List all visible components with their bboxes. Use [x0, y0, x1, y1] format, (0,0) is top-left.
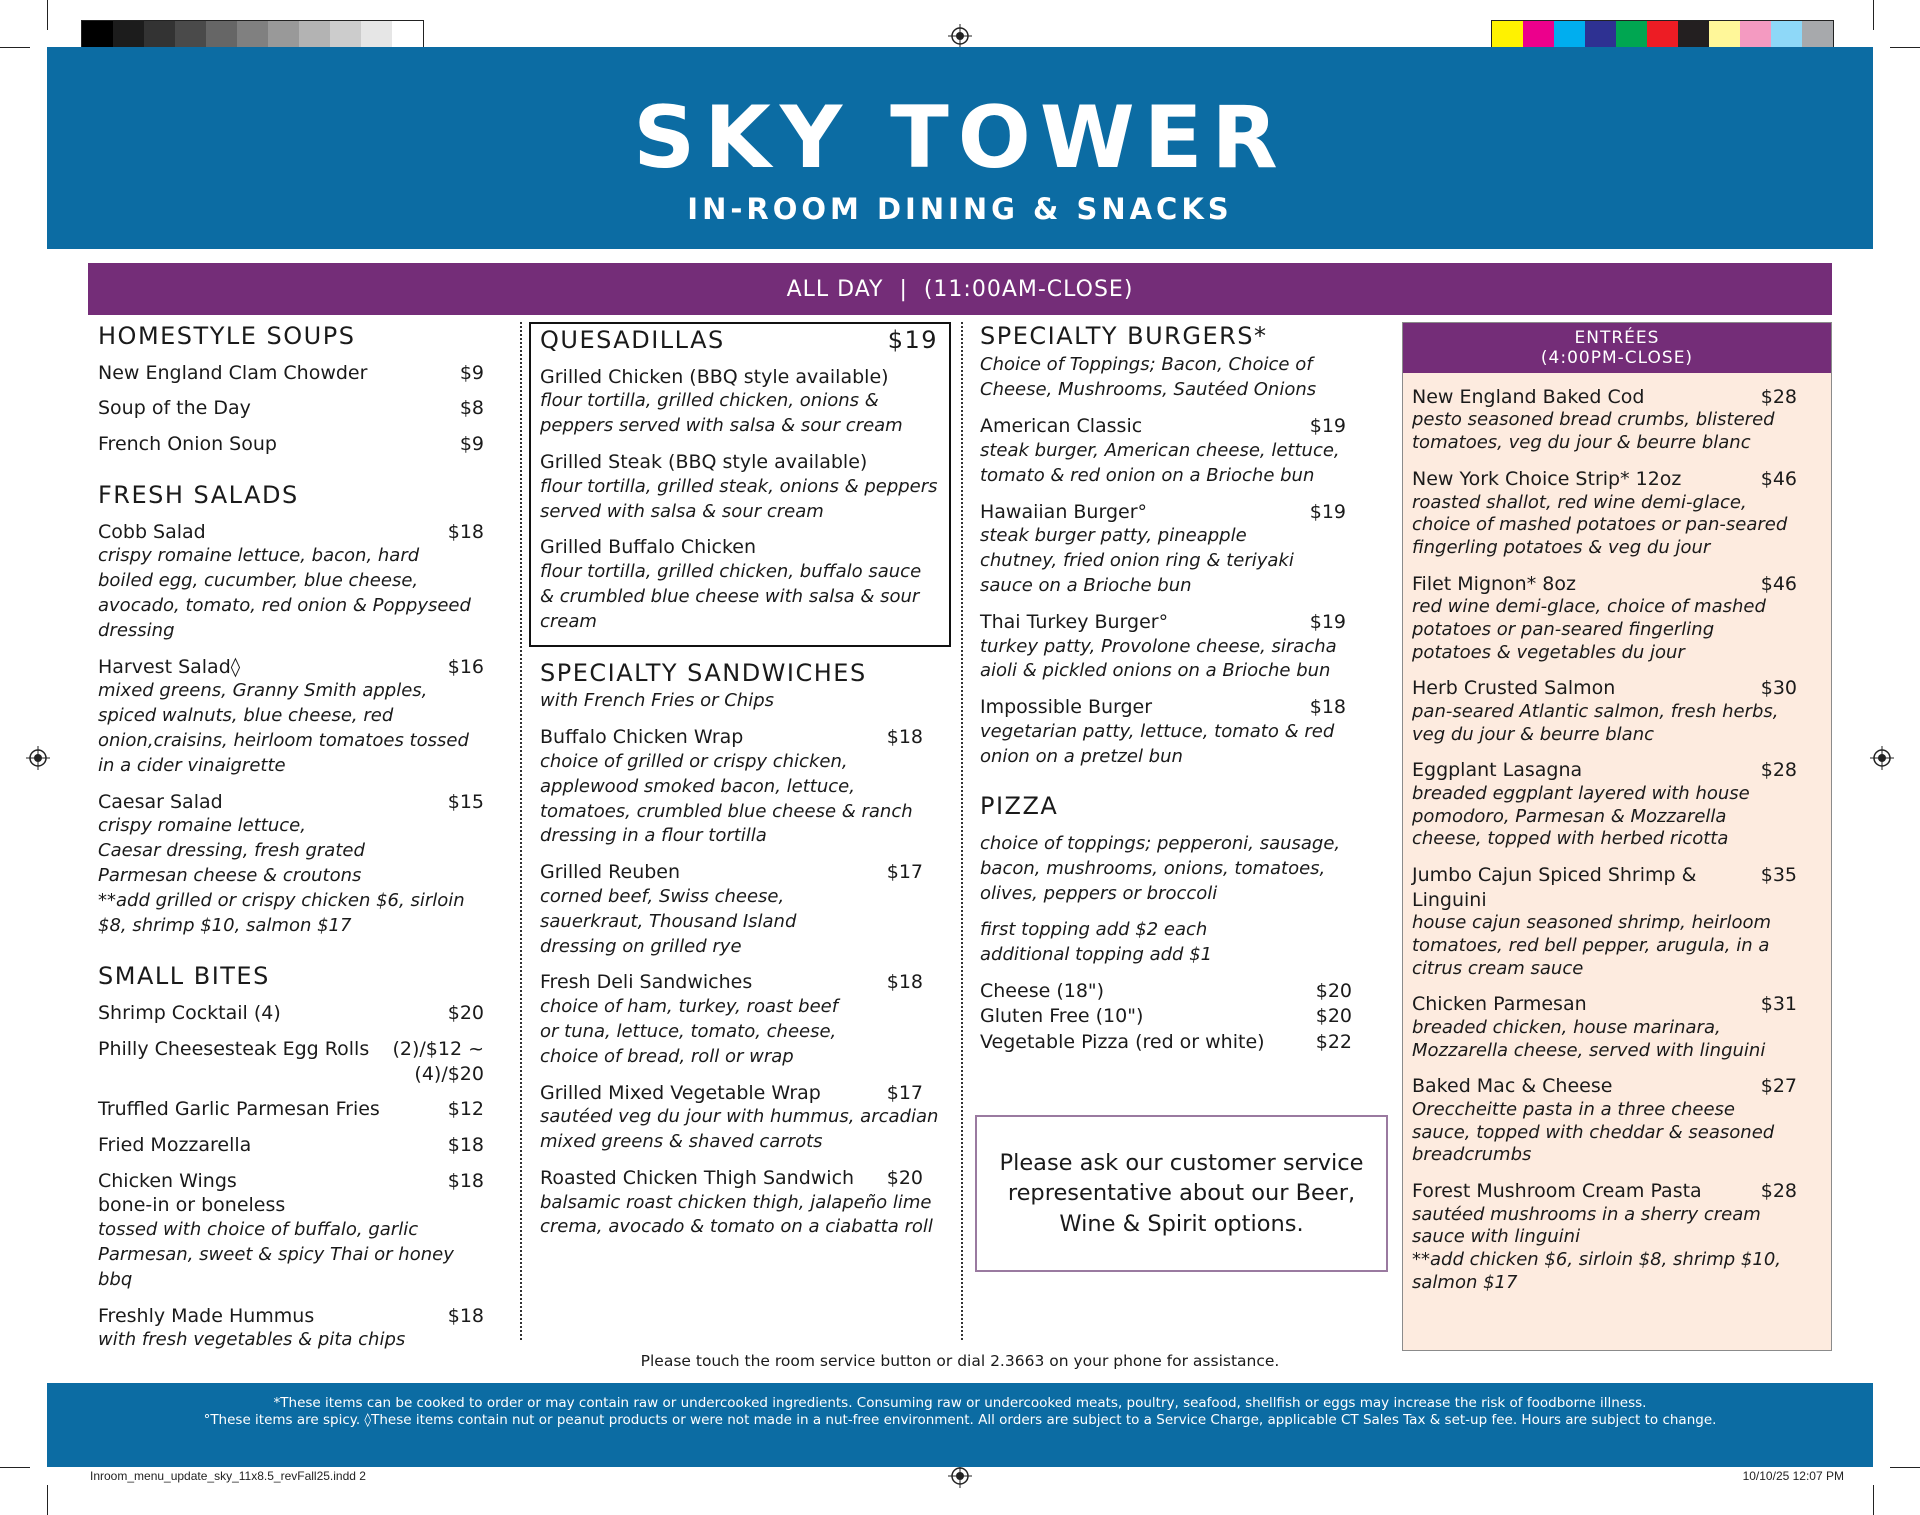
assistance-note: Please touch the room service button or dial 2.3663 on your phone for assistance.	[640, 1352, 1280, 1370]
item-price: $20	[886, 1166, 923, 1189]
item-description: mixed greens, Granny Smith apples, spiced walnuts, blue cheese, red onion,craisins, heirloom tomatoes tossed in a cider vinaigrette	[98, 680, 469, 776]
menu-item	[1412, 385, 1797, 455]
menu-item	[98, 1304, 484, 1354]
pizza-pricing-note: first topping add $2 each additional topping add $1	[980, 918, 1213, 965]
menu-item	[98, 1097, 484, 1122]
section-title-burgers: SPECIALTY BURGERS*	[980, 322, 1268, 350]
entrees-panel	[1402, 322, 1832, 1351]
item-description: crispy romaine lettuce, bacon, hard boiled egg, cucumber, blue cheese, avocado, tomato, red onion & Poppyseed dressing	[98, 545, 471, 641]
item-name: Caesar Salad	[98, 790, 223, 813]
salad-addon-note: **add grilled or crispy chicken $6, sirloin $8, shrimp $10, salmon $17	[98, 889, 465, 936]
menu-item	[980, 1004, 1352, 1030]
item-price: $28	[1760, 1180, 1797, 1203]
menu-item	[980, 979, 1352, 1005]
menu-item	[1412, 758, 1797, 851]
menu-item	[98, 396, 484, 421]
item-price: $18	[886, 971, 923, 994]
item-description: vegetarian patty, lettuce, tomato & red onion on a pretzel bun	[980, 721, 1335, 767]
item-price: $19	[1309, 500, 1346, 523]
item-price	[384, 1037, 484, 1086]
menu-item	[540, 535, 938, 634]
menu-item	[98, 1001, 484, 1026]
menu-subtitle: IN-ROOM DINING & SNACKS	[687, 192, 1233, 226]
item-price: $31	[1760, 993, 1797, 1016]
menu-item	[540, 860, 939, 959]
menu-item	[980, 414, 1380, 488]
service-hours-label: ALL DAY | (11:00AM-CLOSE)	[786, 276, 1134, 302]
item-description: sautéed veg du jour with hummus, arcadian mixed greens & shaved carrots	[540, 1106, 939, 1153]
item-description: choice of ham, turkey, roast beef or tuna, lettuce, tomato, cheese, choice of bread, roll or wrap	[540, 996, 839, 1067]
item-price: $28	[1760, 385, 1797, 408]
item-price: $18	[447, 520, 484, 543]
item-price: $20	[1315, 1005, 1352, 1028]
service-hours-band	[88, 263, 1832, 315]
menu-item	[98, 520, 484, 644]
burgers-note: Choice of Toppings; Bacon, Choice of Cheese, Mushrooms, Sautéed Onions	[980, 353, 1317, 400]
item-name: Gluten Free (10")	[980, 1005, 1144, 1028]
quesadillas-box	[529, 322, 951, 647]
soups-list	[98, 361, 484, 457]
item-name: Grilled Mixed Vegetable Wrap	[540, 1081, 821, 1104]
item-price: $17	[886, 861, 923, 884]
sandwiches-section	[529, 659, 951, 1241]
item-price: $46	[1760, 572, 1797, 595]
menu-item	[1412, 992, 1797, 1062]
item-description: choice of grilled or crispy chicken, applewood smoked bacon, lettuce, tomatoes, crumbled blue cheese & ranch dressing in a flour tortilla	[540, 750, 913, 847]
item-name: Cheese (18")	[980, 979, 1105, 1002]
item-description: red wine demi-glace, choice of mashed potatoes or pan-seared fingerling potatoes & vegetables du jour	[1412, 596, 1766, 663]
item-price: $18	[447, 1134, 484, 1157]
entrees-hours: (4:00PM-CLOSE)	[1540, 348, 1694, 369]
item-description: steak burger, American cheese, lettuce, tomato & red onion on a Brioche bun	[980, 440, 1340, 486]
item-description: sautéed mushrooms in a sherry cream sauce with linguini	[1412, 1203, 1761, 1248]
item-name: Chicken Parmesan	[1412, 993, 1587, 1016]
item-name: Hawaiian Burger°	[980, 500, 1148, 523]
item-price: $22	[1315, 1031, 1352, 1054]
item-price: $17	[886, 1081, 923, 1104]
section-title-small-bites: SMALL BITES	[98, 962, 270, 991]
menu-item	[540, 1166, 939, 1240]
pizza-list	[980, 979, 1380, 1056]
registration-mark-icon	[948, 1464, 972, 1488]
menu-item	[98, 1169, 484, 1293]
item-price: $19	[1309, 610, 1346, 633]
item-name: Herb Crusted Salmon	[1412, 677, 1616, 700]
item-description: breaded eggplant layered with house pomodoro, Parmesan & Mozzarella cheese, topped with herbed ricotta	[1412, 782, 1750, 850]
item-name: Jumbo Cajun Spiced Shrimp & Linguini	[1412, 863, 1697, 911]
beverage-info-box	[975, 1115, 1388, 1272]
column-2	[529, 322, 951, 1251]
item-name: Thai Turkey Burger°	[980, 610, 1169, 633]
item-price: $19	[1309, 415, 1346, 438]
item-description: turkey patty, Provolone cheese, siracha aioli & pickled onions on a Brioche bun	[980, 635, 1337, 682]
item-name: Eggplant Lasagna	[1412, 759, 1583, 782]
menu-item	[980, 695, 1380, 769]
disclaimer-line: °These items are spicy. ◊These items contain nut or peanut products or were not made in a nut-free environment. All orders are subject to a Service Charge, applicable CT Sales Tax & set-up fee. Hours are subject to change.	[203, 1411, 1717, 1428]
item-name: Fresh Deli Sandwiches	[540, 971, 753, 994]
item-price: $9	[459, 433, 484, 456]
menu-item	[98, 1133, 484, 1158]
item-name: Philly Cheesesteak Egg Rolls	[98, 1037, 370, 1060]
section-title-text: QUESADILLAS	[540, 326, 725, 354]
item-name: Harvest Salad◊	[98, 655, 241, 678]
item-price: $18	[1309, 696, 1346, 719]
item-description: breaded chicken, house marinara, Mozzarella cheese, served with linguini	[1412, 1017, 1766, 1061]
menu-item	[980, 1030, 1352, 1056]
item-description: tossed with choice of buffalo, garlic Parmesan, sweet & spicy Thai or honey bbq	[98, 1219, 454, 1290]
menu-item	[1412, 467, 1797, 560]
menu-item	[1412, 1074, 1797, 1167]
menu-item	[98, 790, 484, 889]
item-description: crispy romaine lettuce, Caesar dressing, fresh grated Parmesan cheese & croutons	[98, 815, 365, 886]
column-divider	[961, 322, 963, 1340]
item-name: Forest Mushroom Cream Pasta	[1412, 1180, 1702, 1203]
item-name: New England Baked Cod	[1412, 385, 1645, 408]
item-name: New York Choice Strip* 12oz	[1412, 467, 1682, 490]
menu-item	[980, 610, 1380, 684]
item-description: with fresh vegetables & pita chips	[98, 1329, 406, 1351]
item-name: Truffled Garlic Parmesan Fries	[98, 1098, 380, 1121]
print-slug-filename: Inroom_menu_update_sky_11x8.5_revFall25.indd 2	[90, 1469, 366, 1483]
column-divider	[520, 322, 522, 1340]
menu-item	[1412, 1179, 1797, 1294]
item-description: corned beef, Swiss cheese, sauerkraut, Thousand Island dressing on grilled rye	[540, 885, 797, 957]
item-description: pesto seasoned bread crumbs, blistered tomatoes, veg du jour & beurre blanc	[1412, 409, 1775, 454]
menu-item	[540, 725, 939, 849]
item-name: French Onion Soup	[98, 433, 277, 456]
menu-item	[540, 970, 939, 1069]
menu-item	[1412, 676, 1797, 746]
item-price: $18	[447, 1169, 484, 1192]
menu-item	[1412, 863, 1797, 980]
item-name: American Classic	[980, 415, 1143, 438]
item-name: Grilled Reuben	[540, 861, 681, 884]
section-title-pizza: PIZZA	[980, 791, 1059, 820]
column-3	[980, 322, 1380, 1056]
item-price: $15	[447, 790, 484, 813]
section-price: $19	[887, 326, 938, 354]
menu-item	[540, 365, 938, 439]
registration-mark-icon	[26, 746, 50, 770]
item-description: steak burger patty, pineapple chutney, fried onion ring & teriyaki sauce on a Brioche bun	[980, 525, 1294, 597]
item-name: Vegetable Pizza (red or white)	[980, 1031, 1265, 1054]
menu-item	[540, 1081, 939, 1155]
item-name: Soup of the Day	[98, 397, 251, 420]
item-price: $28	[1760, 759, 1797, 782]
price-line: (4)/$20	[414, 1062, 484, 1085]
disclaimer-line: *These items can be cooked to order or may contain raw or undercooked ingredients. Consuming raw or undercooked meats, poultry, seafood, shellfish or eggs may increase the risk of foodborne illness.	[273, 1395, 1647, 1411]
item-description: balsamic roast chicken thigh, jalapeño lime crema, avocado & tomato on a ciabatta roll	[540, 1191, 933, 1238]
item-name: Chicken Wings	[98, 1169, 237, 1192]
item-name: Freshly Made Hummus	[98, 1304, 315, 1327]
item-price: $16	[447, 655, 484, 678]
section-title-soups: HOMESTYLE SOUPS	[98, 322, 356, 350]
item-price: $8	[459, 397, 484, 420]
item-name: New England Clam Chowder	[98, 361, 368, 384]
menu-item	[98, 655, 484, 779]
menu-item	[98, 432, 484, 457]
item-price: $9	[459, 361, 484, 384]
item-price: $46	[1760, 467, 1797, 490]
item-description: Oreccheitte pasta in a three cheese sauce, topped with cheddar & seasoned breadcrumbs	[1412, 1099, 1775, 1166]
entrees-header	[1403, 323, 1831, 373]
sandwiches-note: with French Fries or Chips	[540, 690, 775, 712]
entree-addon-note: **add chicken $6, sirloin $8, shrimp $10, salmon $17	[1412, 1249, 1781, 1293]
item-description: pan-seared Atlantic salmon, fresh herbs, veg du jour & beurre blanc	[1412, 700, 1779, 745]
item-price: $12	[447, 1098, 484, 1121]
item-name: Roasted Chicken Thigh Sandwich	[540, 1166, 855, 1189]
item-name: Buffalo Chicken Wrap	[540, 726, 744, 749]
item-description: house cajun seasoned shrimp, heirloom tomatoes, red bell pepper, arugula, in a citrus cream sauce	[1412, 912, 1772, 979]
item-name: Fried Mozzarella	[98, 1134, 252, 1157]
item-price: $35	[1760, 863, 1797, 886]
item-price: $18	[886, 726, 923, 749]
pizza-toppings-note: choice of toppings; pepperoni, sausage, bacon, mushrooms, onions, tomatoes, olives, peppers or broccoli	[980, 833, 1341, 905]
footer-disclaimer	[47, 1383, 1873, 1467]
menu-item	[98, 361, 484, 386]
item-name: Grilled Chicken (BBQ style available)	[540, 365, 889, 388]
item-price: $18	[447, 1304, 484, 1327]
menu-item	[980, 500, 1380, 599]
item-name: Shrimp Cocktail (4)	[98, 1002, 281, 1025]
registration-mark-icon	[948, 24, 972, 48]
item-name: Impossible Burger	[980, 696, 1153, 719]
item-description: flour tortilla, grilled chicken, buffalo sauce & crumbled blue cheese with salsa & sour cream	[540, 561, 922, 632]
item-price: $27	[1760, 1075, 1797, 1098]
header-banner	[47, 47, 1873, 249]
beverage-info-text: Please ask our customer service representative about our Beer, Wine & Spirit options.	[999, 1150, 1364, 1237]
item-name: Grilled Steak (BBQ style available)	[540, 451, 868, 474]
item-name: Grilled Buffalo Chicken	[540, 536, 757, 559]
item-description: flour tortilla, grilled steak, onions & peppers served with salsa & sour cream	[540, 475, 938, 522]
section-title-sandwiches: SPECIALTY SANDWICHES	[540, 658, 867, 687]
price-line: (2)/$12 ~	[392, 1037, 484, 1060]
menu-item	[540, 450, 938, 524]
column-1	[98, 322, 484, 1364]
item-price: $20	[1315, 979, 1352, 1002]
item-description: flour tortilla, grilled chicken, onions & peppers served with salsa & sour cream	[540, 390, 903, 437]
item-name: Filet Mignon* 8oz	[1412, 572, 1576, 595]
entrees-list	[1403, 373, 1831, 1295]
item-description: roasted shallot, red wine demi-glace, choice of mashed potatoes or pan-seared fingerling potatoes & veg du jour	[1412, 491, 1788, 558]
print-slug-date: 10/10/25 12:07 PM	[1742, 1469, 1844, 1483]
registration-mark-icon	[1870, 746, 1894, 770]
item-price: $20	[447, 1002, 484, 1025]
item-name: Baked Mac & Cheese	[1412, 1075, 1613, 1098]
section-title-quesadillas	[540, 326, 938, 355]
item-price: $30	[1760, 677, 1797, 700]
menu-title: SKY TOWER	[633, 88, 1287, 188]
section-title-salads: FRESH SALADS	[98, 480, 299, 509]
entrees-title: ENTRÉES	[1574, 328, 1660, 348]
menu-item	[98, 1037, 484, 1086]
item-name: Cobb Salad	[98, 520, 206, 543]
menu-item	[1412, 572, 1797, 665]
item-subline: bone-in or boneless	[98, 1194, 286, 1217]
